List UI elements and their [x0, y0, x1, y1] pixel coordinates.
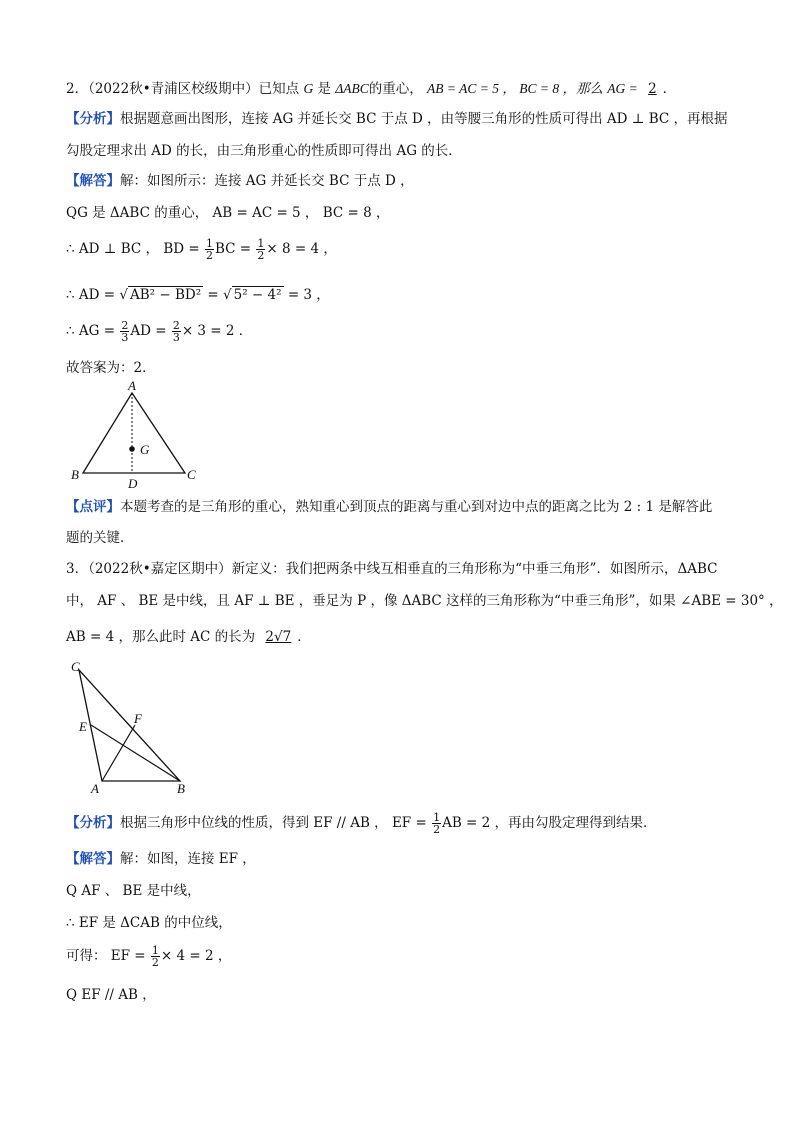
problem2-solution-line4: ∴ AD = √ AB² − BD² = √ 5² − 4² = 3 ，	[66, 287, 330, 303]
problem3-solution-line1: 【解答】解：如图，连接 EF ，	[66, 851, 256, 867]
analysis-tag: 【分析】	[66, 111, 120, 127]
problem2-solution-line3: ∴ AD ⊥ BC ， BD = $\frac{1}{2}$ BC = $\frac{1}{2}$ × 8 = 4 ，	[66, 237, 337, 262]
problem3-stem-line1: 3．（2022秋•嘉定区期中）新定义：我们把两条中线互相垂直的三角形称为“中垂三角形”．如图所示，ΔABC	[66, 561, 718, 577]
solution-tag: 【解答】	[66, 173, 120, 189]
problem2-final-answer: 故答案为：2．	[66, 360, 156, 376]
label-a: A	[128, 380, 136, 393]
analysis-tag: 【分析】	[66, 815, 120, 831]
figure-centroid-triangle	[60, 380, 210, 490]
problem3-solution-line5: Q EF // AB ，	[66, 987, 156, 1003]
problem2-stem: 2．（2022秋•青浦区校级期中）已知点 G 是 ΔABC的重心， AB = AC = 5 ， BC = 8 ，那么 AG = 2 ．	[66, 81, 677, 97]
label-f: F	[134, 711, 142, 726]
problem2-solution-line1: 【解答】解：如图所示：连接 AG 并延长交 BC 于点 D ，	[66, 173, 414, 189]
label-b: B	[71, 467, 79, 482]
problem2-analysis-line2: 勾股定理求出 AD 的长，由三角形重心的性质即可得出 AG 的长．	[66, 143, 462, 159]
problem3-analysis: 【分析】根据三角形中位线的性质，得到 EF // AB ， EF = $\frac{1}{2}$ AB = 2 ，再由勾股定理得到结果．	[66, 811, 657, 836]
problem2-comment-line1: 【点评】本题考查的是三角形的重心，熟知重心到顶点的距离与重心到对边中点的距离之比为 2 : 1 是解答此	[66, 499, 713, 515]
triangle-abc	[83, 393, 185, 473]
label-e: E	[79, 719, 87, 734]
problem3-stem-line2: 中， AF 、 BE 是中线，且 AF ⊥ BE ，垂足为 P ，像 ΔABC 这样的三角形称为“中垂三角形”，如果 ∠ABE = 30° ，	[66, 593, 783, 609]
problem2-answer: 2	[648, 81, 657, 97]
median-af	[102, 725, 135, 781]
comment-tag: 【点评】	[66, 499, 120, 515]
fraction-one-half: $\frac{1}{2}$	[151, 944, 159, 969]
triangle-abc	[79, 670, 180, 781]
solution-tag: 【解答】	[66, 851, 120, 867]
fraction-one-half: $\frac{1}{2}$	[205, 237, 213, 262]
problem2-solution-line2: QG 是 ΔABC 的重心， AB = AC = 5 ， BC = 8 ，	[66, 205, 390, 221]
label-d: D	[128, 476, 138, 490]
fraction-one-half: $\frac{1}{2}$	[433, 811, 441, 836]
label-c: C	[71, 659, 80, 674]
fraction-two-thirds: $\frac{2}{3}$	[121, 319, 129, 344]
fraction-one-half: $\frac{1}{2}$	[257, 237, 265, 262]
label-a: A	[91, 781, 99, 796]
problem2-analysis-line1: 【分析】根据题意画出图形，连接 AG 并延长交 BC 于点 D ，由等腰三角形的性质可得出 AD ⊥ BC ，再根据	[66, 111, 728, 127]
fraction-two-thirds: $\frac{2}{3}$	[172, 319, 180, 344]
problem2-comment-line2: 题的关键．	[66, 530, 134, 546]
centroid-point	[129, 446, 135, 452]
median-be	[91, 725, 180, 781]
problem3-answer: 2√7	[265, 629, 292, 645]
label-g: G	[140, 442, 150, 457]
problem3-solution-line2: Q AF 、 BE 是中线，	[66, 883, 201, 899]
label-b: B	[177, 781, 185, 796]
figure-median-triangle	[60, 655, 210, 800]
problem3-stem-line3: AB = 4 ，那么此时 AC 的长为 2√7 ．	[66, 629, 311, 645]
label-c: C	[187, 467, 196, 482]
problem2-solution-line5: ∴ AG = $\frac{2}{3}$ AD = $\frac{2}{3}$ × 3 = 2 ．	[66, 319, 253, 344]
problem3-solution-line4: 可得： EF = $\frac{1}{2}$ × 4 = 2 ，	[66, 944, 232, 969]
problem3-solution-line3: ∴ EF 是 ΔCAB 的中位线，	[66, 915, 232, 931]
